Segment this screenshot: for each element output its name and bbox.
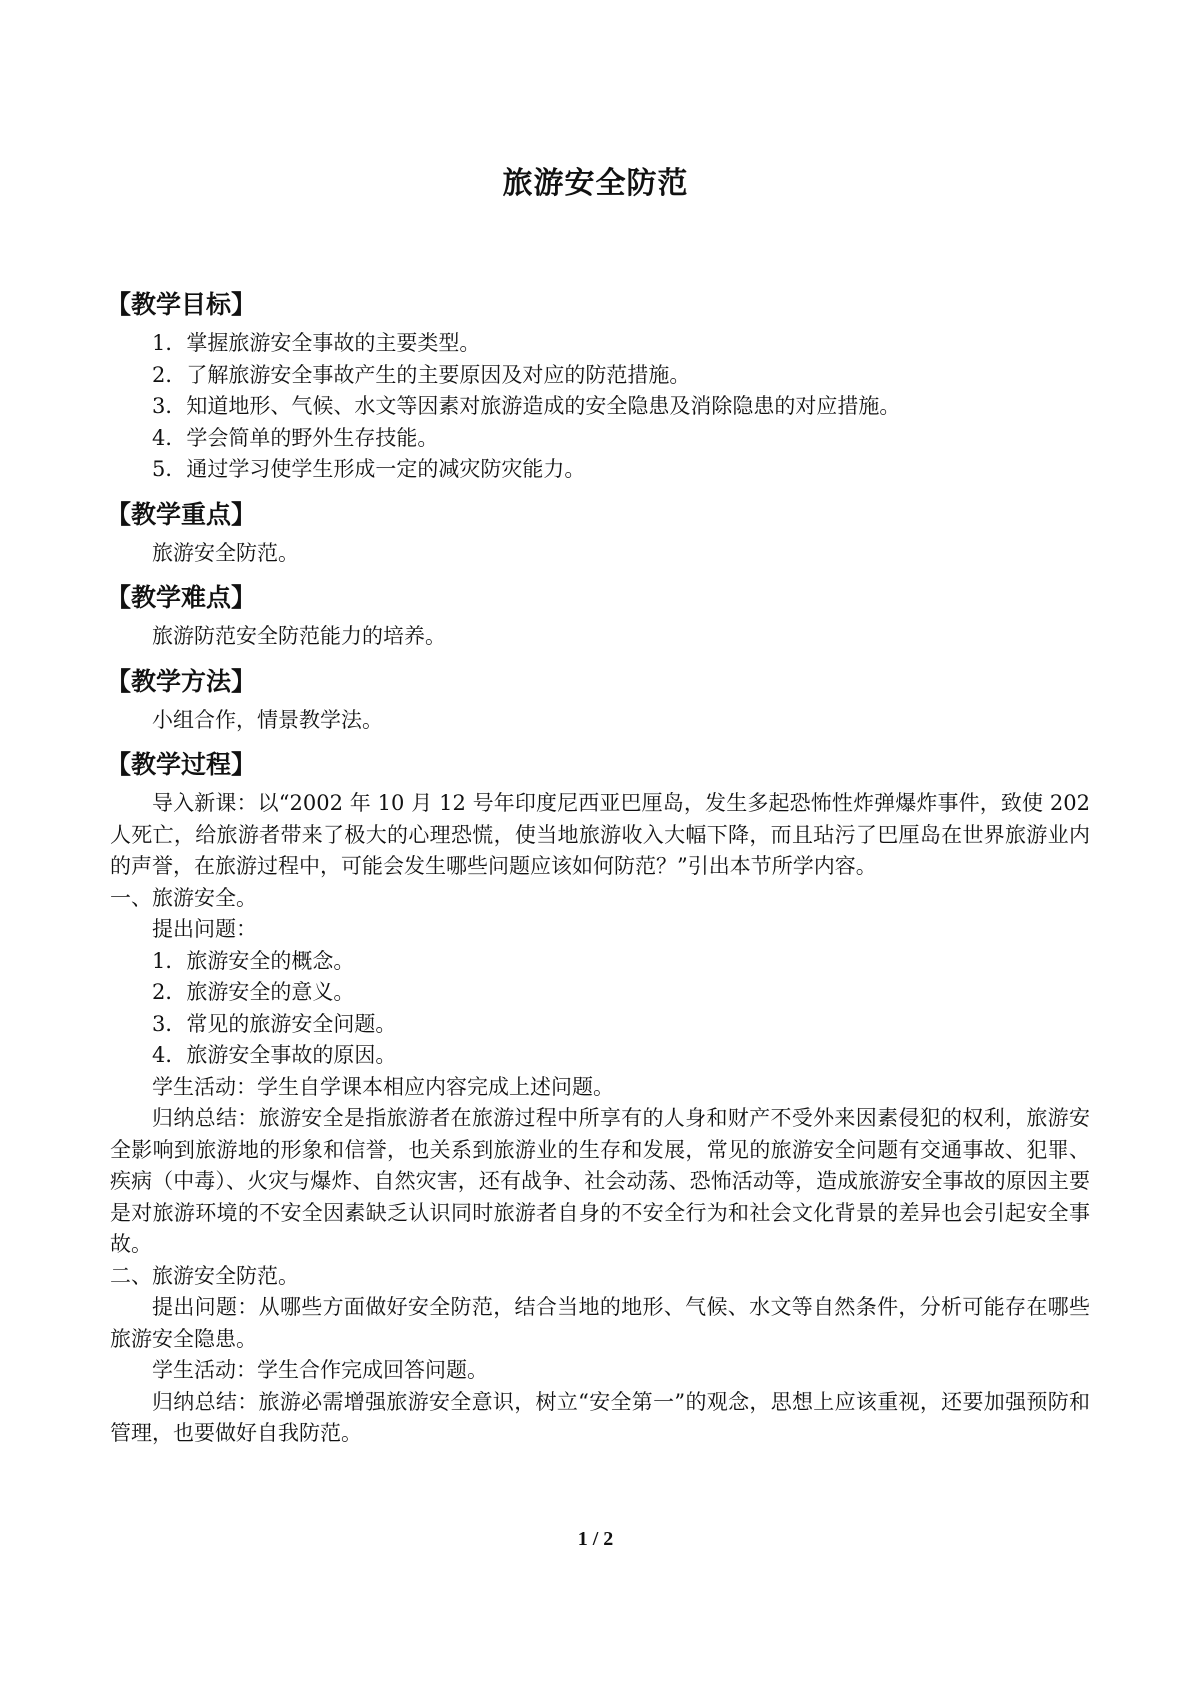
part1-question-item: 3．常见的旅游安全问题。 xyxy=(152,1011,397,1036)
difficulties-text: 旅游防范安全防范能力的培养。 xyxy=(152,624,446,648)
section-heading-difficulties: 【教学难点】 xyxy=(106,583,257,612)
part1-question-label: 提出问题： xyxy=(152,917,257,941)
section-heading-process: 【教学过程】 xyxy=(106,750,257,779)
objective-item: 4．学会简单的野外生存技能。 xyxy=(152,425,439,450)
section-heading-methods: 【教学方法】 xyxy=(106,666,257,696)
document-body xyxy=(106,286,1090,1460)
part2-heading: 二、旅游安全防范。 xyxy=(110,1263,299,1288)
part1-question-item: 2．旅游安全的意义。 xyxy=(152,980,355,1004)
process-intro: 导入新课：以“2002 年 10 月 12 号年印度尼西亚巴厘岛，发生多起恐怖性炸弹爆炸事件，致使 202 人死亡，给旅游者带来了极大的心理恐慌，使当地旅游收入大幅下降，而且玷污了巴厘岛在世界旅游业内的声誉，在旅游过程中，可能会发生哪些问题应该如何防范？”引出本节所学内容。 xyxy=(110,791,1090,878)
section-key-points xyxy=(106,496,1090,570)
page-number: 1 / 2 xyxy=(577,1528,614,1550)
objective-item: 5．通过学习使学生形成一定的减灾防灾能力。 xyxy=(152,457,586,481)
section-process xyxy=(106,746,1090,1450)
objective-item: 3．知道地形、气候、水文等因素对旅游造成的安全隐患及消除隐患的对应措施。 xyxy=(152,394,901,418)
part1-question-item: 1．旅游安全的概念。 xyxy=(152,948,355,973)
objective-item: 2．了解旅游安全事故产生的主要原因及对应的防范措施。 xyxy=(152,362,691,387)
part1-heading: 一、旅游安全。 xyxy=(110,885,257,910)
document-title: 旅游安全防范 xyxy=(502,166,689,201)
section-heading-key-points: 【教学重点】 xyxy=(106,499,257,529)
part2-summary: 归纳总结：旅游必需增强旅游安全意识，树立“安全第一”的观念，思想上应该重视，还要加强预防和管理，也要做好自我防范。 xyxy=(110,1389,1090,1445)
part2-activity: 学生活动：学生合作完成回答问题。 xyxy=(152,1358,488,1382)
section-heading-objectives: 【教学目标】 xyxy=(106,290,257,319)
part2-question: 提出问题：从哪些方面做好安全防范，结合当地的地形、气候、水文等自然条件，分析可能存在哪些旅游安全隐患。 xyxy=(110,1295,1090,1351)
part1-activity: 学生活动：学生自学课本相应内容完成上述问题。 xyxy=(152,1074,614,1099)
key-points-text: 旅游安全防范。 xyxy=(152,540,299,565)
section-methods xyxy=(106,663,1090,737)
methods-text: 小组合作，情景教学法。 xyxy=(152,707,383,732)
part1-question-item: 4．旅游安全事故的原因。 xyxy=(152,1043,397,1067)
section-difficulties xyxy=(106,579,1090,653)
section-objectives xyxy=(106,286,1090,486)
objective-item: 1．掌握旅游安全事故的主要类型。 xyxy=(152,331,481,355)
part1-summary: 归纳总结：旅游安全是指旅游者在旅游过程中所享有的人身和财产不受外来因素侵犯的权利，旅游安全影响到旅游地的形象和信誉，也关系到旅游业的生存和发展，常见的旅游安全问题有交通事故、犯罪、疾病（中毒）、火灾与爆炸、自然灾害，还有战争、社会动荡、恐怖活动等，造成旅游安全事故的原因主要是对旅游环境的不安全因素缺乏认识同时旅游者自身的不安全行为和社会文化背景的差异也会引起安全事故。 xyxy=(110,1106,1090,1256)
